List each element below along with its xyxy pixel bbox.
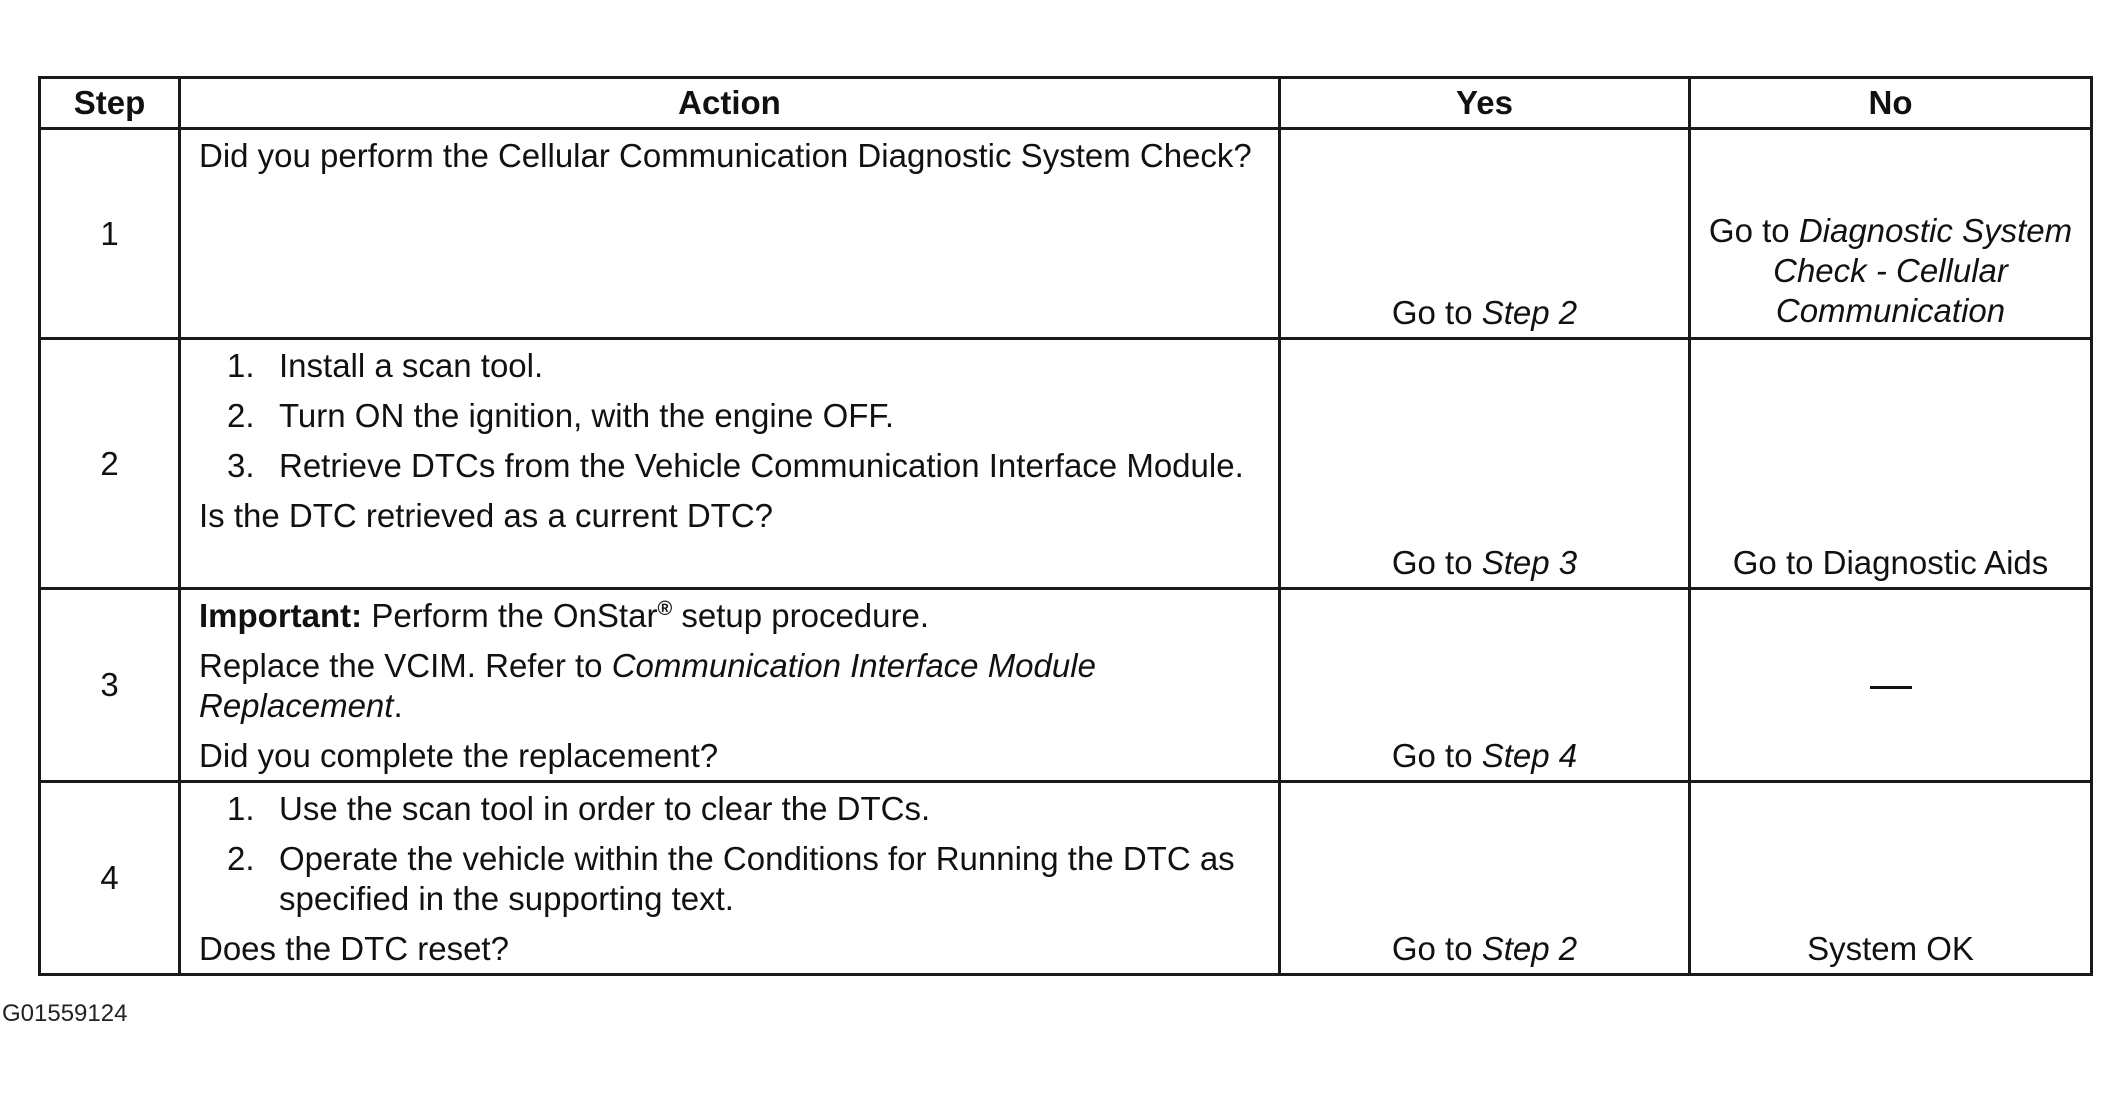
header-yes: Yes [1280, 78, 1690, 129]
yes-cell [1280, 782, 1690, 975]
header-action: Action [180, 78, 1280, 129]
no-cell [1690, 339, 2092, 589]
action-step-list [199, 789, 1264, 919]
yes-cell [1280, 589, 1690, 782]
important-label: Important: [199, 597, 363, 634]
registered-symbol: ® [657, 598, 673, 620]
action-question: Is the DTC retrieved as a current DTC? [199, 497, 774, 534]
yes-step-link[interactable]: Step 2 [1481, 930, 1578, 967]
action-question: Did you complete the replacement? [199, 737, 719, 774]
replace-text: Replace the VCIM. Refer to [199, 647, 603, 684]
yes-cell [1280, 129, 1690, 339]
no-diagnostic-aids-link[interactable]: Go to Diagnostic Aids [1732, 544, 2049, 581]
no-cell [1690, 129, 2092, 339]
table-row [40, 339, 2092, 589]
yes-step-link[interactable]: Step 3 [1481, 544, 1578, 581]
table-row [40, 129, 2092, 339]
list-item-number: 3. [227, 447, 255, 484]
list-item [199, 396, 1264, 436]
no-result-text: System OK [1807, 930, 1974, 967]
yes-prefix: Go to [1391, 930, 1473, 967]
no-procedure-link[interactable]: Diagnostic System Check - Cellular Communication [1773, 212, 2073, 329]
replacement-procedure-link[interactable]: Communication Interface Module Replacement [199, 647, 1096, 724]
action-question: Does the DTC reset? [199, 930, 509, 967]
no-cell [1690, 782, 2092, 975]
list-item [199, 346, 1264, 386]
list-item-text: Turn ON the ignition, with the engine OFF. [279, 397, 895, 434]
list-item-number: 1. [227, 790, 255, 827]
list-item-text: Operate the vehicle within the Conditions for Running the DTC as specified in the supporting text. [279, 840, 1235, 917]
action-cell [180, 339, 1280, 589]
list-item-text: Use the scan tool in order to clear the DTCs. [279, 790, 931, 827]
list-item-text: Install a scan tool. [279, 347, 544, 384]
diagnostic-table [38, 76, 2093, 976]
list-item [199, 446, 1264, 486]
yes-step-link[interactable]: Step 4 [1481, 737, 1578, 774]
list-item-number: 2. [227, 840, 255, 877]
not-applicable-dash [1870, 686, 1912, 689]
header-step: Step [40, 78, 180, 129]
yes-prefix: Go to [1391, 544, 1473, 581]
step-number: 4 [40, 782, 180, 975]
step-number: 3 [40, 589, 180, 782]
action-question: Did you perform the Cellular Communication Diagnostic System Check? [199, 137, 1252, 174]
list-item-number: 2. [227, 397, 255, 434]
yes-prefix: Go to [1391, 294, 1473, 331]
step-number: 1 [40, 129, 180, 339]
step-number: 2 [40, 339, 180, 589]
header-no: No [1690, 78, 2092, 129]
yes-prefix: Go to [1391, 737, 1473, 774]
list-item-number: 1. [227, 347, 255, 384]
action-cell [180, 129, 1280, 339]
list-item [199, 789, 1264, 829]
list-item-text: Retrieve DTCs from the Vehicle Communication Interface Module. [279, 447, 1244, 484]
list-item [199, 839, 1264, 919]
no-cell [1690, 589, 2092, 782]
action-step-list [199, 346, 1264, 486]
table-header-row [40, 78, 2092, 129]
replace-end: . [393, 687, 403, 724]
important-text: Perform the OnStar [371, 597, 658, 634]
figure-id: G01559124 [2, 1000, 128, 1027]
action-cell [180, 589, 1280, 782]
replace-instruction [199, 646, 1264, 726]
yes-cell [1280, 339, 1690, 589]
important-suffix: setup procedure. [681, 597, 930, 634]
yes-step-link[interactable]: Step 2 [1481, 294, 1578, 331]
important-note [199, 596, 1264, 636]
table-row [40, 589, 2092, 782]
action-cell [180, 782, 1280, 975]
no-prefix: Go to [1708, 212, 1790, 249]
table-row [40, 782, 2092, 975]
